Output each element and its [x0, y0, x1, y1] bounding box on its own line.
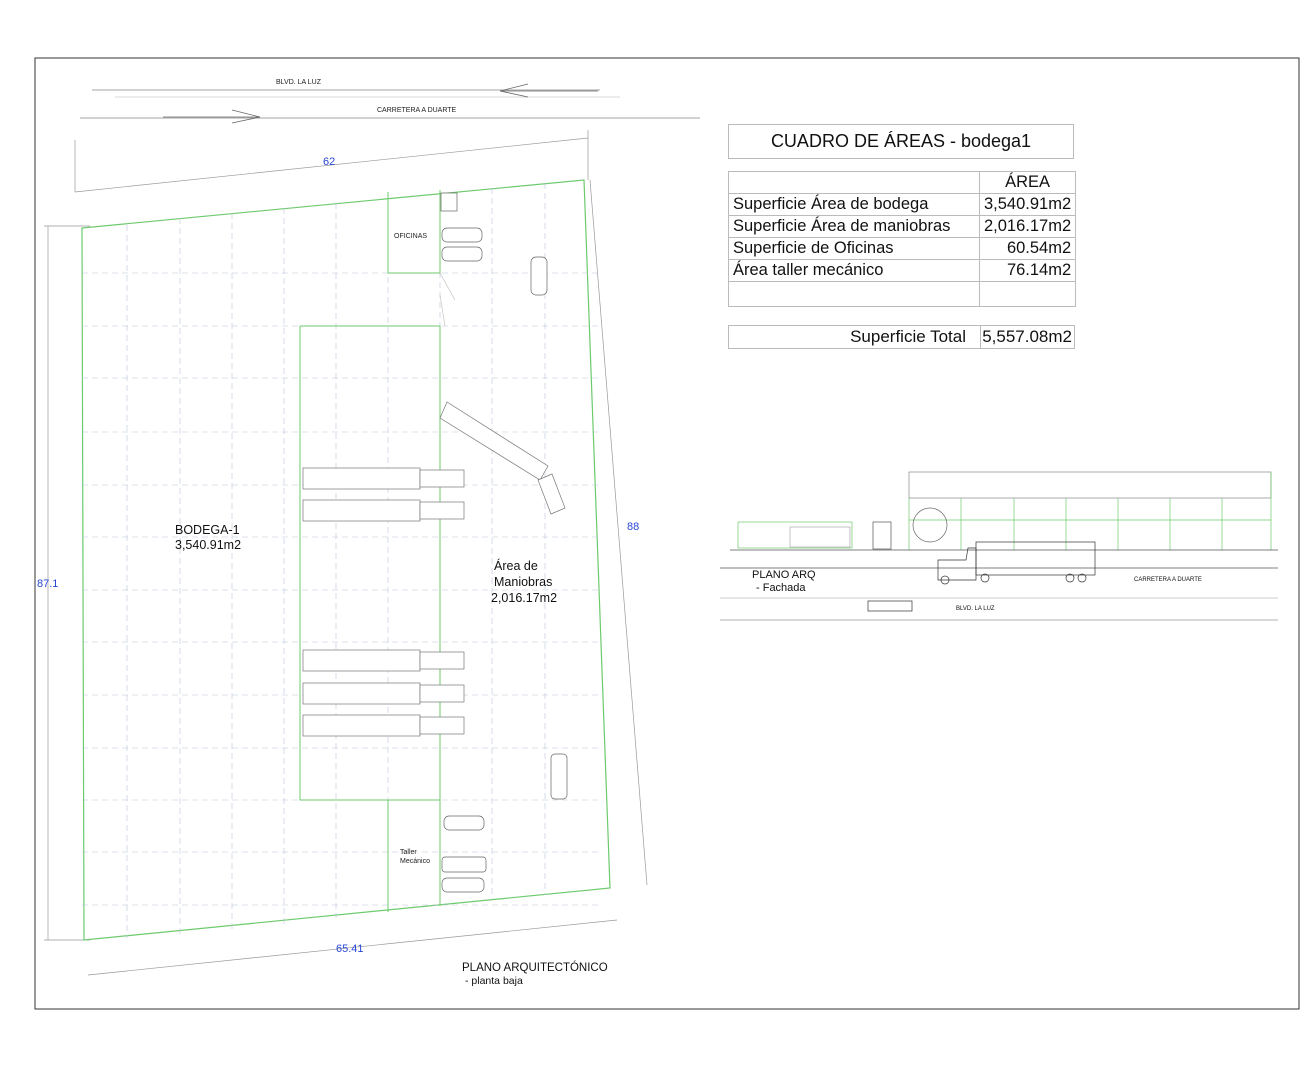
- facade-subtitle: - Fachada: [756, 582, 806, 594]
- dimension-lines: [44, 130, 647, 975]
- facade-road-carretera: CARRETERA A DUARTE: [1134, 577, 1202, 583]
- workshop-label-line1: Taller: [400, 849, 417, 856]
- row-value: 60.54m2: [980, 238, 1076, 260]
- table-header-empty: [729, 172, 980, 194]
- maneuver-name-line1: Área de: [494, 559, 538, 573]
- gate-lines: [440, 273, 455, 326]
- facade-road-blvd: BLVD. LA LUZ: [956, 606, 995, 612]
- total-value: 5,557.08m2: [980, 326, 1074, 348]
- row-label: Área taller mecánico: [729, 260, 980, 282]
- row-label: Superficie Área de bodega: [729, 194, 980, 216]
- table-header-area: ÁREA: [980, 172, 1076, 194]
- total-label: Superficie Total: [850, 327, 966, 346]
- dimension-left: 87.1: [37, 578, 59, 590]
- table-header-row: [729, 172, 1076, 194]
- area-total-row: [728, 325, 1075, 349]
- car-parking: [441, 193, 567, 892]
- warehouse-name: BODEGA-1: [175, 523, 240, 537]
- arrow-left-icon: [500, 84, 598, 97]
- row-value: 2,016.17m2: [980, 216, 1076, 238]
- offices-label: OFICINAS: [394, 233, 428, 240]
- plan-subtitle: - planta baja: [465, 975, 523, 987]
- dimension-bottom: 65.41: [336, 943, 364, 955]
- table-row: [729, 216, 1076, 238]
- row-label: Superficie de Oficinas: [729, 238, 980, 260]
- dimension-right: 88: [627, 521, 640, 533]
- workshop-label-line2: Mecánico: [400, 858, 430, 865]
- table-row: [729, 238, 1076, 260]
- row-value: 3,540.91m2: [980, 194, 1076, 216]
- table-row: [729, 260, 1076, 282]
- street-label-carretera: CARRETERA A DUARTE: [377, 107, 457, 114]
- street-label-blvd: BLVD. LA LUZ: [276, 79, 322, 86]
- area-table-title: CUADRO DE ÁREAS - bodega1: [728, 124, 1074, 159]
- maneuver-area: 2,016.17m2: [491, 591, 558, 605]
- area-table: [728, 171, 1076, 307]
- arrow-right-icon: [163, 110, 260, 123]
- facade-elevation: [720, 472, 1278, 620]
- warehouse-area: 3,540.91m2: [175, 538, 242, 552]
- facade-title: PLANO ARQ: [752, 569, 816, 581]
- dimension-top: 62: [323, 156, 336, 168]
- table-row: [729, 194, 1076, 216]
- table-row-empty: [729, 282, 1076, 307]
- maneuver-name-line2: Maniobras: [494, 575, 553, 589]
- row-value: 76.14m2: [980, 260, 1076, 282]
- plan-title: PLANO ARQUITECTÓNICO: [462, 962, 608, 974]
- interior-walls: [300, 190, 440, 912]
- row-label: Superficie Área de maniobras: [729, 216, 980, 238]
